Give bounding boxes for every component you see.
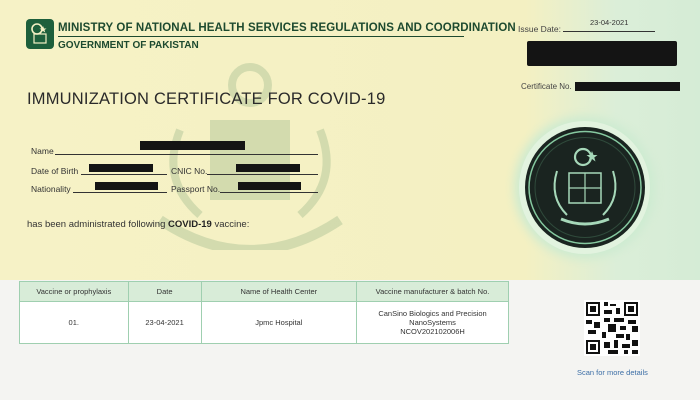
ministry-title: MINISTRY OF NATIONAL HEALTH SERVICES REGULATIONS AND COORDINATION (58, 22, 516, 34)
column-header: Date (128, 282, 201, 302)
redacted-certificate-number (575, 82, 680, 91)
government-seal (525, 127, 645, 248)
redacted-cnic (236, 164, 300, 172)
redacted-passport (238, 182, 301, 190)
nationality-rule (73, 192, 167, 193)
manufacturer-cell (357, 302, 509, 344)
qr-code-icon[interactable] (584, 300, 640, 356)
header-rule (58, 36, 464, 37)
health-center: Jpmc Hospital (201, 302, 356, 344)
dob-label: Date of Birth (31, 166, 79, 176)
redacted-dob (89, 164, 153, 172)
redacted-nationality (95, 182, 158, 190)
redacted-name (140, 141, 245, 150)
manufacturer-line2: NanoSystems (409, 318, 456, 327)
redacted-block (527, 41, 677, 66)
cnic-label: CNIC No. (171, 166, 208, 176)
certificate-title: IMMUNIZATION CERTIFICATE FOR COVID-19 (27, 90, 386, 108)
government-title: GOVERNMENT OF PAKISTAN (58, 40, 199, 51)
nationality-label: Nationality (31, 184, 71, 194)
statement-vaccine: COVID-19 (168, 219, 212, 230)
administration-statement (27, 219, 249, 230)
dose-number: 01. (20, 302, 129, 344)
statement-suffix: vaccine: (211, 219, 250, 230)
passport-rule (220, 192, 318, 193)
certificate-number-label: Certificate No. (521, 82, 572, 91)
scan-caption[interactable]: Scan for more details (577, 368, 648, 377)
issue-date-label: Issue Date: (518, 24, 561, 34)
vaccination-table (19, 281, 509, 344)
name-rule (55, 154, 318, 155)
issue-date-value: 23-04-2021 (590, 18, 629, 27)
passport-label: Passport No. (171, 184, 221, 194)
name-label: Name (31, 146, 54, 156)
column-header: Vaccine or prophylaxis (20, 282, 129, 302)
dose-date: 23-04-2021 (128, 302, 201, 344)
dob-rule (81, 174, 167, 175)
column-header: Name of Health Center (201, 282, 356, 302)
issue-date-rule (563, 31, 655, 32)
cnic-rule (207, 174, 318, 175)
table-row (20, 302, 509, 344)
table-header-row (20, 282, 509, 302)
batch-number: NCOV202102006H (400, 327, 465, 336)
manufacturer-line1: CanSino Biologics and Precision (378, 309, 487, 318)
ministry-logo (26, 19, 54, 49)
column-header: Vaccine manufacturer & batch No. (357, 282, 509, 302)
statement-prefix: has been administrated following (27, 219, 169, 230)
